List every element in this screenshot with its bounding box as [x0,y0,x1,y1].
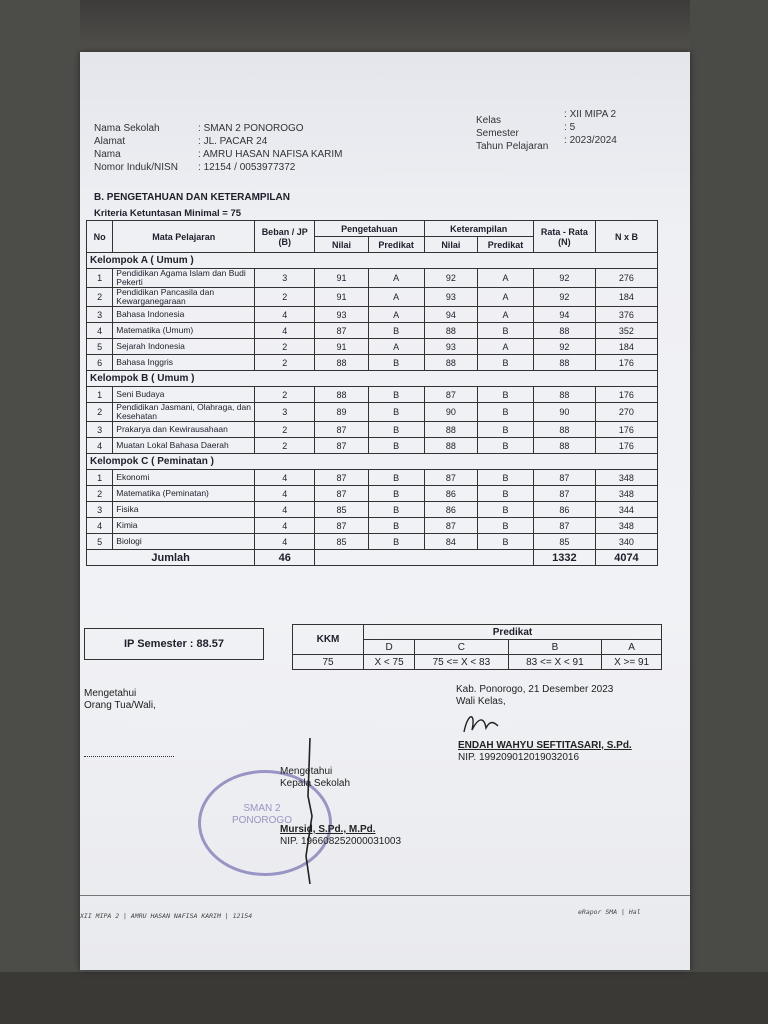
jp-cell: 2 [255,422,315,438]
row-number: 3 [87,502,113,518]
grades-table-body [87,253,658,566]
average-score: 90 [533,403,595,422]
head-signature-block [280,766,350,790]
knowledge-score: 91 [315,339,369,355]
table-row [87,387,658,403]
average-score: 88 [533,323,595,339]
jp-cell: 4 [255,502,315,518]
subject-name: Prakarya dan Kewirausahaan [113,422,255,438]
section-title: B. PENGETAHUAN DAN KETERAMPILAN [94,192,290,203]
kkm-label: KKM [293,625,364,655]
total-jp: 46 [255,550,315,566]
grade-b: B [508,640,602,655]
footer-right: eRapor SMA | Hal [578,908,641,916]
knowledge-grade: B [368,518,424,534]
knowledge-score: 87 [315,486,369,502]
table-row [87,323,658,339]
skill-grade: B [478,534,534,550]
group-title: Kelompok C ( Peminatan ) [87,454,658,470]
knowledge-grade: B [368,355,424,371]
weighted-score: 348 [595,518,657,534]
teacher-nip: NIP. 199209012019032016 [458,752,580,763]
subject-name: Seni Budaya [113,387,255,403]
skill-score: 87 [424,518,478,534]
row-number: 1 [87,387,113,403]
label-semester: Semester [476,128,519,139]
parent-signature-block [84,688,156,712]
student-info-labels [94,122,178,174]
skill-grade: B [478,438,534,454]
knowledge-score: 91 [315,288,369,307]
row-number: 6 [87,355,113,371]
subject-name: Bahasa Indonesia [113,307,255,323]
jp-cell: 4 [255,307,315,323]
table-row [87,403,658,422]
total-average: 1332 [533,550,595,566]
total-label: Jumlah [87,550,255,566]
weighted-score: 176 [595,422,657,438]
subject-name: Muatan Lokal Bahasa Daerah [113,438,255,454]
jp-cell: 2 [255,438,315,454]
row-number: 3 [87,307,113,323]
footer-divider [80,895,690,896]
weighted-score: 348 [595,486,657,502]
col-average: Rata - Rata (N) [533,221,595,253]
label-year: Tahun Pelajaran [476,141,549,152]
range-c: 75 <= X < 83 [415,655,509,670]
knowledge-score: 93 [315,307,369,323]
table-row [87,502,658,518]
group-row [87,371,658,387]
group-row [87,454,658,470]
average-score: 92 [533,269,595,288]
teacher-name-block [458,740,632,764]
value-address: : JL. PACAR 24 [198,136,268,147]
grade-a: A [602,640,662,655]
col-knowledge: Pengetahuan [315,221,424,237]
knowledge-grade: B [368,387,424,403]
skill-grade: B [478,323,534,339]
knowledge-score: 88 [315,387,369,403]
skill-grade: B [478,470,534,486]
student-info-values [198,122,342,174]
knowledge-score: 88 [315,355,369,371]
skill-grade: B [478,403,534,422]
knowledge-grade: A [368,288,424,307]
class-info-values [564,108,617,147]
head-line-2: Kepala Sekolah [280,778,351,789]
weighted-score: 376 [595,307,657,323]
knowledge-score: 87 [315,470,369,486]
wali-kelas-label: Wali Kelas, [456,696,506,707]
grade-d: D [364,640,415,655]
weighted-score: 270 [595,403,657,422]
knowledge-grade: B [368,502,424,518]
knowledge-grade: A [368,339,424,355]
table-row [87,269,658,288]
col-nxb: N x B [595,221,657,253]
value-class: : XII MIPA 2 [564,109,617,120]
skill-score: 87 [424,470,478,486]
total-row [87,550,658,566]
jp-cell: 2 [255,339,315,355]
ip-semester-box [84,628,264,660]
row-number: 4 [87,518,113,534]
teacher-signature-mark [458,708,508,738]
jp-cell: 2 [255,288,315,307]
average-score: 87 [533,470,595,486]
jp-cell: 2 [255,355,315,371]
table-row [87,438,658,454]
average-score: 92 [533,339,595,355]
grade-c: C [415,640,509,655]
col-no: No [87,221,113,253]
skill-score: 90 [424,403,478,422]
value-semester: : 5 [564,122,576,133]
knowledge-score: 87 [315,422,369,438]
group-row [87,253,658,269]
head-nip: NIP. 196608252000031003 [280,836,402,847]
skill-grade: B [478,518,534,534]
weighted-score: 176 [595,438,657,454]
stamp-text: SMAN 2 PONOROGO [231,803,292,826]
skill-grade: B [478,387,534,403]
weighted-score: 184 [595,339,657,355]
kkm-table [292,624,662,670]
subject-name: Ekonomi [113,470,255,486]
parent-line-1: Mengetahui [84,688,137,699]
weighted-score: 176 [595,387,657,403]
knowledge-grade: A [368,307,424,323]
knowledge-score: 89 [315,403,369,422]
kkm-value: 75 [293,655,364,670]
head-signature-mark [298,736,322,886]
parent-line-2: Orang Tua/Wali, [84,700,156,711]
average-score: 87 [533,486,595,502]
weighted-score: 276 [595,269,657,288]
subject-name: Biologi [113,534,255,550]
knowledge-grade: B [368,403,424,422]
subject-name: Sejarah Indonesia [113,339,255,355]
label-address: Alamat [94,136,126,147]
weighted-score: 176 [595,355,657,371]
table-row [87,422,658,438]
range-d: X < 75 [364,655,415,670]
table-row [87,534,658,550]
total-blank [315,550,534,566]
skill-score: 93 [424,339,478,355]
col-skill: Keterampilan [424,221,533,237]
value-school: : SMAN 2 PONOROGO [198,123,304,134]
skill-score: 93 [424,288,478,307]
knowledge-grade: B [368,470,424,486]
knowledge-score: 85 [315,502,369,518]
background-top [0,0,768,60]
weighted-score: 348 [595,470,657,486]
teacher-signature-block [456,684,613,708]
subject-name: Matematika (Umum) [113,323,255,339]
total-weighted: 4074 [595,550,657,566]
row-number: 5 [87,534,113,550]
row-number: 2 [87,403,113,422]
predikat-label: Predikat [364,625,662,640]
footer-left: XII MIPA 2 | AMRU HASAN NAFISA KARIM | 12154 [80,912,253,920]
row-number: 3 [87,422,113,438]
knowledge-grade: B [368,323,424,339]
jp-cell: 3 [255,403,315,422]
skill-score: 92 [424,269,478,288]
subject-name: Kimia [113,518,255,534]
skill-score: 88 [424,422,478,438]
parent-signature-line [84,756,174,757]
row-number: 1 [87,470,113,486]
weighted-score: 352 [595,323,657,339]
col-knowledge-score: Nilai [315,237,369,253]
row-number: 4 [87,323,113,339]
head-line-1: Mengetahui [280,766,333,777]
head-name-block [280,824,401,848]
table-row [87,470,658,486]
grades-table [86,220,658,566]
skill-grade: B [478,355,534,371]
skill-grade: B [478,422,534,438]
subject-name: Pendidikan Agama Islam dan Budi Pekerti [113,269,255,288]
col-knowledge-grade: Predikat [368,237,424,253]
subject-name: Bahasa Inggris [113,355,255,371]
knowledge-score: 87 [315,438,369,454]
table-row [87,288,658,307]
jp-cell: 4 [255,534,315,550]
skill-score: 87 [424,387,478,403]
skill-grade: A [478,288,534,307]
row-number: 5 [87,339,113,355]
subject-name: Fisika [113,502,255,518]
skill-score: 84 [424,534,478,550]
table-row [87,518,658,534]
average-score: 88 [533,387,595,403]
knowledge-grade: B [368,486,424,502]
skill-score: 88 [424,355,478,371]
knowledge-score: 91 [315,269,369,288]
row-number: 2 [87,486,113,502]
table-row [87,307,658,323]
knowledge-grade: A [368,269,424,288]
jp-cell: 4 [255,323,315,339]
background-left [0,0,80,1024]
average-score: 88 [533,355,595,371]
label-class: Kelas [476,115,502,126]
average-score: 92 [533,288,595,307]
skill-grade: B [478,486,534,502]
weighted-score: 184 [595,288,657,307]
col-skill-score: Nilai [424,237,478,253]
report-card-page [80,52,690,970]
knowledge-grade: B [368,422,424,438]
label-school: Nama Sekolah [94,123,160,134]
row-number: 2 [87,288,113,307]
skill-score: 88 [424,323,478,339]
knowledge-score: 85 [315,534,369,550]
subject-name: Matematika (Peminatan) [113,486,255,502]
knowledge-grade: B [368,438,424,454]
range-b: 83 <= X < 91 [508,655,602,670]
value-year: : 2023/2024 [564,135,617,146]
teacher-name: ENDAH WAHYU SEFTITASARI, S.Pd. [458,740,632,751]
jp-cell: 4 [255,518,315,534]
skill-grade: B [478,502,534,518]
class-info-labels [476,114,548,153]
table-row [87,339,658,355]
subject-name: Pendidikan Jasmani, Olahraga, dan Kesehatan [113,403,255,422]
knowledge-score: 87 [315,323,369,339]
value-nisn: : 12154 / 0053977372 [198,162,296,173]
ip-semester: IP Semester : 88.57 [123,638,225,650]
col-jp: Beban / JP (B) [255,221,315,253]
place-date: Kab. Ponorogo, 21 Desember 2023 [456,684,614,695]
row-number: 4 [87,438,113,454]
skill-score: 86 [424,502,478,518]
knowledge-score: 87 [315,518,369,534]
background-right [690,0,768,1024]
kkm-line: Kriteria Ketuntasan Minimal = 75 [94,208,242,219]
background-bottom [0,972,768,1024]
row-number: 1 [87,269,113,288]
jp-cell: 4 [255,470,315,486]
label-nisn: Nomor Induk/NISN [94,162,178,173]
jp-cell: 2 [255,387,315,403]
col-subject: Mata Pelajaran [113,221,255,253]
average-score: 88 [533,438,595,454]
label-name: Nama [94,149,121,160]
skill-score: 86 [424,486,478,502]
average-score: 94 [533,307,595,323]
average-score: 88 [533,422,595,438]
average-score: 87 [533,518,595,534]
range-a: X >= 91 [602,655,662,670]
jp-cell: 4 [255,486,315,502]
subject-name: Pendidikan Pancasila dan Kewarganegaraan [113,288,255,307]
table-row [87,486,658,502]
skill-score: 88 [424,438,478,454]
skill-grade: A [478,307,534,323]
average-score: 85 [533,534,595,550]
col-skill-grade: Predikat [478,237,534,253]
weighted-score: 340 [595,534,657,550]
skill-score: 94 [424,307,478,323]
group-title: Kelompok A ( Umum ) [87,253,658,269]
knowledge-grade: B [368,534,424,550]
grades-table-header [87,221,658,253]
head-name: Mursid, S.Pd., M.Pd. [280,824,376,835]
value-name: : AMRU HASAN NAFISA KARIM [198,149,343,160]
weighted-score: 344 [595,502,657,518]
jp-cell: 3 [255,269,315,288]
average-score: 86 [533,502,595,518]
group-title: Kelompok B ( Umum ) [87,371,658,387]
skill-grade: A [478,269,534,288]
table-row [87,355,658,371]
skill-grade: A [478,339,534,355]
